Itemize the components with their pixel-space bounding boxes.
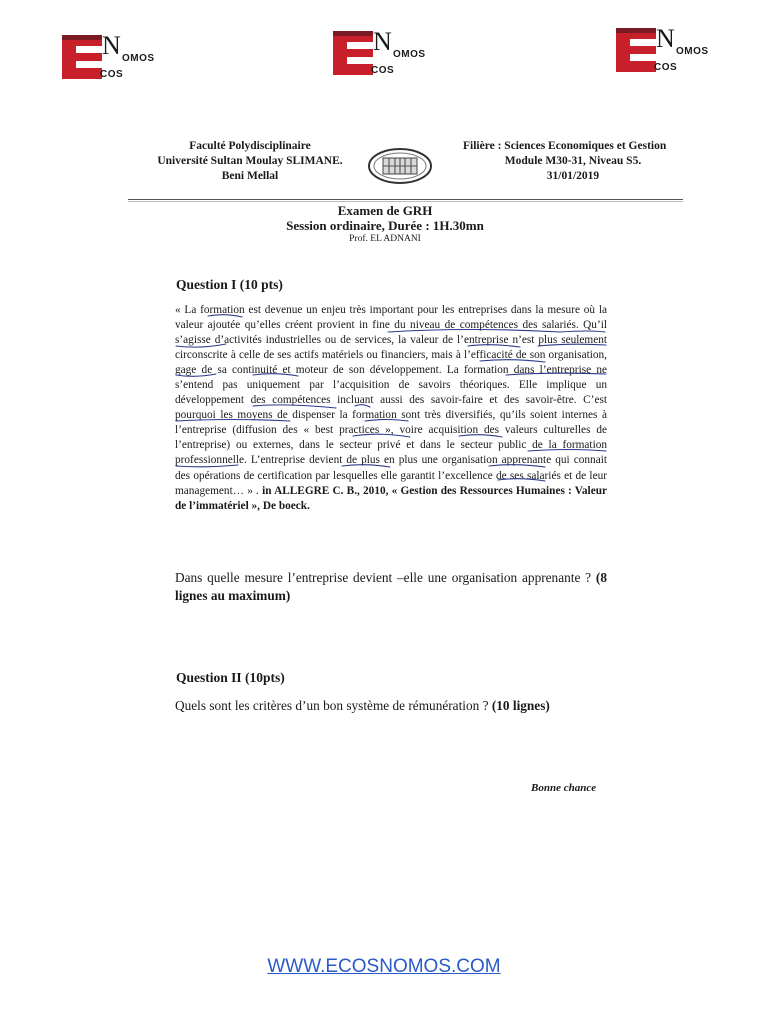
ecosnomos-e-mark-icon xyxy=(333,31,373,75)
ecosnomos-e-mark-icon xyxy=(616,28,656,72)
question-1-text: Dans quelle mesure l’entreprise devient –elle une organisation apprenante ? xyxy=(175,570,592,585)
header-divider-shadow xyxy=(128,201,683,202)
exam-session: Session ordinaire, Durée : 1H.30mn xyxy=(286,218,484,233)
ecosnomos-e-mark-icon xyxy=(62,35,102,79)
header-divider xyxy=(128,199,683,200)
institution-block xyxy=(140,139,360,184)
question-2-limit: (10 lignes) xyxy=(491,698,550,713)
logo-omos: OMOS xyxy=(393,49,426,60)
logo-letter-n: N xyxy=(373,27,392,56)
question-2-heading: Question II (10pts) xyxy=(176,670,285,685)
ecosnomos-logo-left xyxy=(62,33,172,83)
logo-cos: COS xyxy=(371,65,395,76)
question-2-text: Quels sont les critères d’un bon système de rémunération ? xyxy=(175,698,489,713)
question-2-prompt xyxy=(175,697,607,715)
module-level: Module M30-31, Niveau S5. xyxy=(504,155,642,167)
question-1-heading: Question I (10 pts) xyxy=(176,277,283,292)
logo-cos: COS xyxy=(100,69,124,80)
question-1-quote xyxy=(175,303,607,514)
ecosnomos-logo-center xyxy=(333,29,443,79)
program-name: Filière : Sciences Economiques et Gestion xyxy=(463,140,667,152)
quote-text: « La formation est devenue un enjeu très important pour les entreprises dans la mesure où la valeur ajoutée qu’elles créent provient in fine du niveau de compétences des salariés. Qu’il s’agisse d’activités industrielles ou de services, la valeur de l’entreprise n’est plus seulement circonscrite à celle de ses actifs matériels ou financiers, mais à l’efficacité de son organisation, gage de sa continuité et moteur de son développement. La formation dans l’entreprise ne s’entend pas uniquement par l’acquisition de savoirs théoriques. Elle implique un développement des compétences incluant aussi des savoir-faire et des savoir-être. C’est pourquoi les moyens de dispenser la formation sont très diversifiés, qu’ils soient internes à l’entreprise (diffusion des « best practices », voire acquisition des valeurs culturelles de l’entreprise) ou externes, dans le secteur privé et dans le secteur public de la formation professionnelle. L’entreprise devient de plus en plus une organisation apprenante qui connait des opérations de certification par lesquelles elle garantit l’excellence de ses salariés et de leur management… » . xyxy=(175,304,607,497)
faculty-name: Faculté Polydisciplinaire xyxy=(189,140,311,152)
program-block xyxy=(463,139,683,184)
question-1-prompt xyxy=(175,569,607,605)
logo-cos: COS xyxy=(654,62,678,73)
logo-omos: OMOS xyxy=(122,53,155,64)
question-1-limit: (8 lignes au maximum) xyxy=(175,570,607,603)
exam-title: Examen de GRH xyxy=(337,203,433,218)
city-name: Beni Mellal xyxy=(221,170,279,182)
logo-omos: OMOS xyxy=(676,46,709,57)
quote-citation: in ALLEGRE C. B., 2010, « Gestion des Ressources Humaines : Valeur de l’immatériel », De boeck. xyxy=(175,484,608,512)
ecosnomos-logo-right xyxy=(616,26,726,76)
university-emblem-icon xyxy=(367,146,433,186)
logo-letter-n: N xyxy=(656,24,675,53)
closing-note: Bonne chance xyxy=(531,782,597,794)
university-name: Université Sultan Moulay SLIMANE. xyxy=(157,155,343,167)
website-link[interactable]: WWW.ECOSNOMOS.COM xyxy=(267,956,501,977)
logo-letter-n: N xyxy=(102,31,121,60)
exam-date: 31/01/2019 xyxy=(546,170,600,182)
exam-professor: Prof. EL ADNANI xyxy=(349,234,421,244)
